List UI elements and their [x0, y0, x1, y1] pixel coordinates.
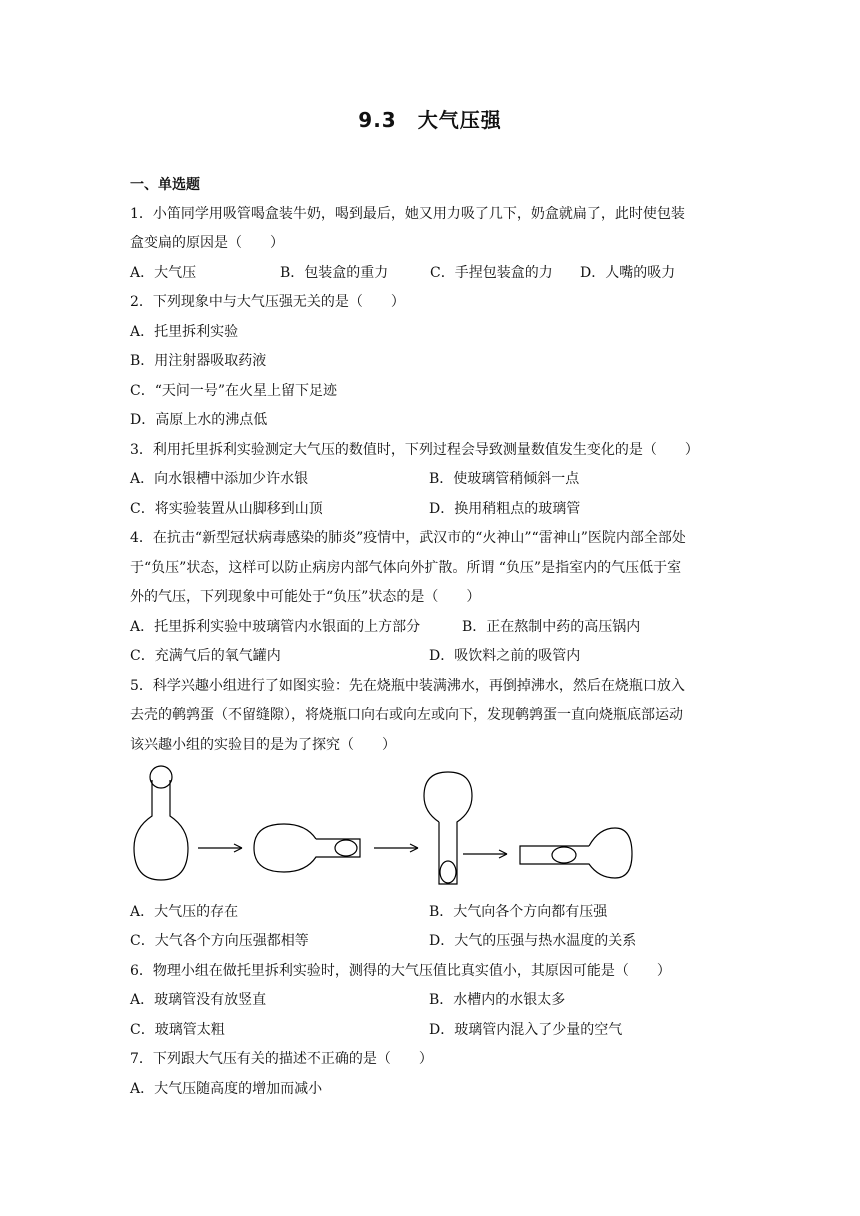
question-1-option-d: D．人嘴的吸力	[580, 265, 676, 281]
question-2-option-b: B．用注射器吸取药液	[130, 353, 267, 369]
question-6-stem: 6．物理小组在做托里拆利实验时，测得的大气压值比真实值小，其原因可能是（ ）	[130, 963, 671, 979]
question-1-stem: 1．小笛同学用吸管喝盒装牛奶，喝到最后，她又用力吸了几下，奶盒就扁了，此时使包装	[130, 206, 685, 222]
question-7-stem: 7．下列跟大气压有关的描述不正确的是（ ）	[130, 1051, 433, 1067]
question-4-stem: 4．在抗击“新型冠状病毒感染的肺炎”疫情中，武汉市的“火神山”“雷神山”医院内部全部处	[130, 530, 686, 546]
question-5-option-d: D．大气的压强与热水温度的关系	[429, 933, 637, 949]
flask-neck-left-icon	[520, 828, 632, 878]
question-4-stem-cont-1: 于“负压”状态，这样可以防止病房内部气体向外扩散。所谓 “负压”是指室内的气压低于室	[130, 560, 682, 576]
question-4-stem-cont-2: 外的气压，下列现象中可能处于“负压”状态的是（ ）	[130, 589, 481, 605]
question-3-option-c: C．将实验装置从山脚移到山顶	[130, 501, 323, 517]
section-heading: 一、单选题	[130, 177, 200, 193]
question-1-option-a: A．大气压	[130, 265, 197, 281]
question-6-option-d: D．玻璃管内混入了少量的空气	[429, 1022, 623, 1038]
question-4-option-c: C．充满气后的氧气罐内	[130, 648, 281, 664]
question-5-option-c: C．大气各个方向压强都相等	[130, 933, 309, 949]
arrow-right-icon	[374, 844, 418, 852]
question-5-option-b: B．大气向各个方向都有压强	[429, 904, 608, 920]
question-6-option-b: B．水槽内的水银太多	[429, 992, 566, 1008]
question-6-option-c: C．玻璃管太粗	[130, 1022, 225, 1038]
flask-experiment-diagram	[130, 760, 640, 890]
page-title: 9.3 大气压强	[358, 108, 502, 132]
question-5-option-a: A．大气压的存在	[130, 904, 239, 920]
question-4-option-a: A．托里拆利实验中玻璃管内水银面的上方部分	[130, 619, 421, 635]
question-3-option-b: B．使玻璃管稍倾斜一点	[429, 471, 580, 487]
question-1-option-c: C．手捏包装盒的力	[430, 265, 553, 281]
flask-upright-icon	[134, 766, 188, 880]
question-2-stem: 2．下列现象中与大气压强无关的是（ ）	[130, 294, 405, 310]
question-3-option-d: D．换用稍粗点的玻璃管	[429, 501, 581, 517]
question-1-stem-cont: 盒变扁的原因是（ ）	[130, 235, 284, 251]
question-6-option-a: A．玻璃管没有放竖直	[130, 992, 267, 1008]
question-5-stem-cont-2: 该兴趣小组的实验目的是为了探究（ ）	[130, 737, 396, 753]
question-5-stem-cont-1: 去壳的鹌鹑蛋（不留缝隙），将烧瓶口向右或向左或向下，发现鹌鹑蛋一直向烧瓶底部运动	[130, 707, 683, 723]
question-4-option-b: B．正在熬制中药的高压锅内	[462, 619, 641, 635]
question-7-option-a: A．大气压随高度的增加而减小	[130, 1081, 323, 1097]
flask-inverted-icon	[424, 772, 472, 884]
question-2-option-d: D．高原上水的沸点低	[130, 412, 268, 428]
question-4-option-d: D．吸饮料之前的吸管内	[429, 648, 581, 664]
flask-neck-right-icon	[254, 824, 360, 872]
question-2-option-a: A．托里拆利实验	[130, 324, 239, 340]
question-1-option-b: B．包装盒的重力	[280, 265, 389, 281]
arrow-right-icon	[198, 844, 242, 852]
question-5-stem: 5．科学兴趣小组进行了如图实验：先在烧瓶中装满沸水，再倒掉沸水，然后在烧瓶口放入	[130, 678, 685, 694]
question-3-option-a: A．向水银槽中添加少许水银	[130, 471, 309, 487]
arrow-right-icon	[463, 850, 507, 858]
question-3-stem: 3．利用托里拆利实验测定大气压的数值时，下列过程会导致测量数值发生变化的是（ ）	[130, 442, 699, 458]
question-2-option-c: C．“天问一号”在火星上留下足迹	[130, 383, 338, 399]
